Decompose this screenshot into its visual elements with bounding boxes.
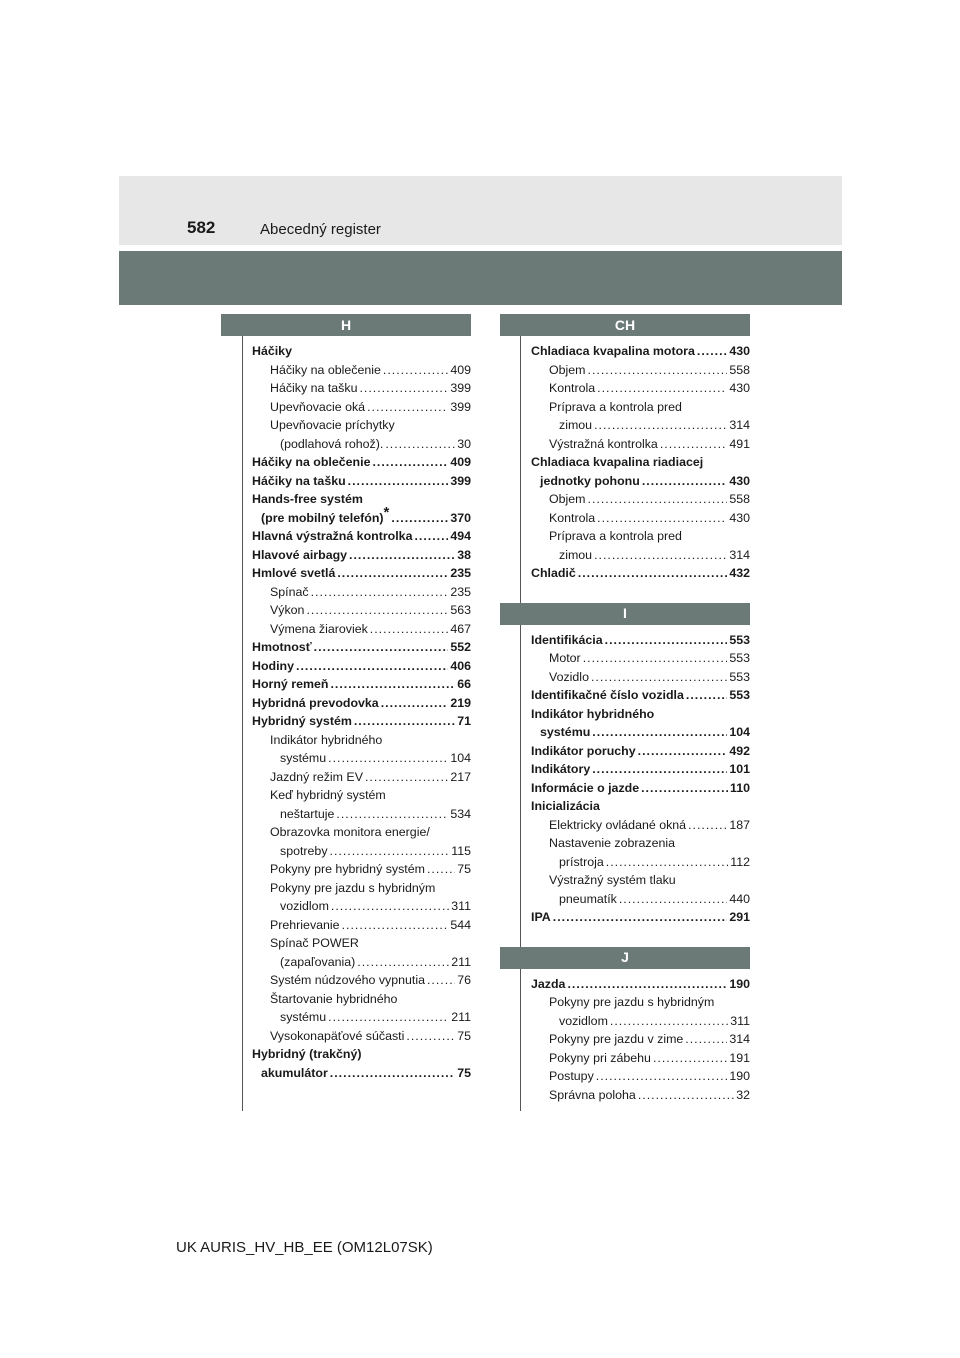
index-entry: Správna poloha ..... 32: [531, 1086, 750, 1105]
index-entry: Hybridný (trakčný): [252, 1047, 362, 1061]
index-entry: Štartovanie hybridného: [270, 991, 398, 1006]
index-entry: Kontrola ..... 430: [531, 509, 750, 528]
index-entry: Systém núdzového vypnutia ..... 76: [252, 971, 471, 990]
page-number: 582: [187, 218, 216, 237]
index-entry: Výstražná kontrolka ..... 491: [531, 435, 750, 454]
index-entry: Informácie o jazde ..... 110: [531, 779, 750, 798]
index-entry: Keď hybridný systém: [270, 788, 386, 802]
index-entry: vozidlom ..... 311: [531, 1012, 750, 1031]
index-entry: Obrazovka monitora energie/: [270, 825, 430, 839]
index-entry: IPA ..... 291: [531, 908, 750, 927]
index-entry: vozidlom ..... 311: [252, 897, 471, 916]
footnote-asterisk: *: [383, 503, 390, 521]
index-entry: (pre mobilný telefón)* ..... 370: [252, 509, 471, 528]
index-entry: Hybridná prevodovka ..... 219: [252, 694, 471, 713]
index-entry: systému ..... 104: [531, 723, 750, 742]
index-entry: Háčiky na tašku ..... 399: [252, 472, 471, 491]
index-entry: Príprava a kontrola pred: [549, 399, 682, 414]
index-entry: Identifikačné číslo vozidla ..... 553: [531, 686, 750, 705]
section-list-h: [221, 336, 471, 1082]
index-entry: Hmlové svetlá ..... 235: [252, 564, 471, 583]
index-entry: (zapaľovania) ..... 211: [252, 953, 471, 972]
index-entry: Chladiaca kvapalina motora ..... 430: [531, 342, 750, 361]
index-entry: (podlahová rohož). ..... 30: [252, 435, 471, 454]
section-header-h: H: [221, 314, 471, 336]
index-entry: Výstražný systém tlaku: [549, 873, 676, 887]
index-entry: Inicializácia: [531, 799, 600, 813]
index-entry: zimou ..... 314: [531, 546, 750, 565]
index-entry: prístroja ..... 112: [531, 853, 750, 872]
index-entry: jednotky pohonu ..... 430: [531, 472, 750, 491]
index-entry: Postupy ..... 190: [531, 1067, 750, 1086]
index-entry: Háčiky: [252, 344, 292, 358]
index-entry: Horný remeň ..... 66: [252, 675, 471, 694]
index-entry: Príprava a kontrola pred: [549, 529, 682, 543]
index-entry: Výkon ..... 563: [252, 601, 471, 620]
index-entry: Elektricky ovládané okná ..... 187: [531, 816, 750, 835]
index-entry: Indikátor poruchy ..... 492: [531, 742, 750, 761]
header-dark-band: [119, 251, 842, 305]
index-entry: systému ..... 211: [252, 1008, 471, 1027]
index-entry: pneumatík ..... 440: [531, 890, 750, 909]
header-band: [119, 176, 842, 245]
index-entry: Vysokonapäťové súčasti ..... 75: [252, 1027, 471, 1046]
page-title: Abecedný register: [260, 221, 381, 238]
section-header-j: J: [500, 947, 750, 969]
index-entry: Nastavenie zobrazenia: [549, 836, 676, 850]
index-entry: Indikátor hybridného: [531, 706, 655, 721]
index-entry: Hlavná výstražná kontrolka ..... 494: [252, 527, 471, 546]
index-entry: Háčiky na oblečenie ..... 409: [252, 453, 471, 472]
index-entry: Hmotnosť ..... 552: [252, 638, 471, 657]
index-entry: Indikátory ..... 101: [531, 760, 750, 779]
section-list-i: [500, 625, 750, 927]
index-entry: Objem ..... 558: [531, 361, 750, 380]
index-entry: Háčiky na tašku ..... 399: [252, 379, 471, 398]
index-entry: Upevňovacie oká ..... 399: [252, 398, 471, 417]
index-entry: Pokyny pre jazdu s hybridným: [549, 995, 715, 1009]
index-entry: Výmena žiaroviek ..... 467: [252, 620, 471, 639]
index-entry: Spínač POWER: [270, 936, 359, 950]
index-entry: Prehrievanie ..... 544: [252, 916, 471, 935]
section-header-i: I: [500, 603, 750, 625]
index-entry: neštartuje ..... 534: [252, 805, 471, 824]
footer-text: UK AURIS_HV_HB_EE (OM12L07SK): [176, 1239, 433, 1256]
index-entry: Objem ..... 558: [531, 490, 750, 509]
section-list-j: [500, 969, 750, 1105]
index-entry: Hlavové airbagy ..... 38: [252, 546, 471, 565]
index-entry: Jazdný režim EV ..... 217: [252, 768, 471, 787]
index-entry: Spínač ..... 235: [252, 583, 471, 602]
index-entry: Kontrola ..... 430: [531, 379, 750, 398]
index-entry: Jazda ..... 190: [531, 975, 750, 994]
index-entry: spotreby ..... 115: [252, 842, 471, 861]
index-entry: Chladiaca kvapalina riadiacej: [531, 455, 704, 469]
index-entry: Chladič ..... 432: [531, 564, 750, 583]
index-entry: Vozidlo ..... 553: [531, 668, 750, 687]
index-entry: akumulátor ..... 75: [252, 1064, 471, 1083]
index-entry: Upevňovacie príchytky: [270, 418, 395, 432]
index-entry: Pokyny pri zábehu ..... 191: [531, 1049, 750, 1068]
index-entry: Pokyny pre hybridný systém ..... 75: [252, 860, 471, 879]
index-entry: Hodiny ..... 406: [252, 657, 471, 676]
section-list-ch: [500, 336, 750, 583]
index-entry: Háčiky na oblečenie ..... 409: [252, 361, 471, 380]
section-header-ch: CH: [500, 314, 750, 336]
index-column-left: [221, 314, 471, 1082]
index-entry: zimou ..... 314: [531, 416, 750, 435]
index-entry: Pokyny pre jazdu v zime ..... 314: [531, 1030, 750, 1049]
index-column-right: [500, 314, 750, 1104]
index-entry: systému ..... 104: [252, 749, 471, 768]
index-entry: Hybridný systém ..... 71: [252, 712, 471, 731]
index-entry: Motor ..... 553: [531, 649, 750, 668]
index-entry: Pokyny pre jazdu s hybridným: [270, 880, 436, 895]
index-entry: Indikátor hybridného: [270, 732, 383, 747]
index-entry: Hands-free systém: [252, 492, 363, 506]
index-entry: Identifikácia ..... 553: [531, 631, 750, 650]
